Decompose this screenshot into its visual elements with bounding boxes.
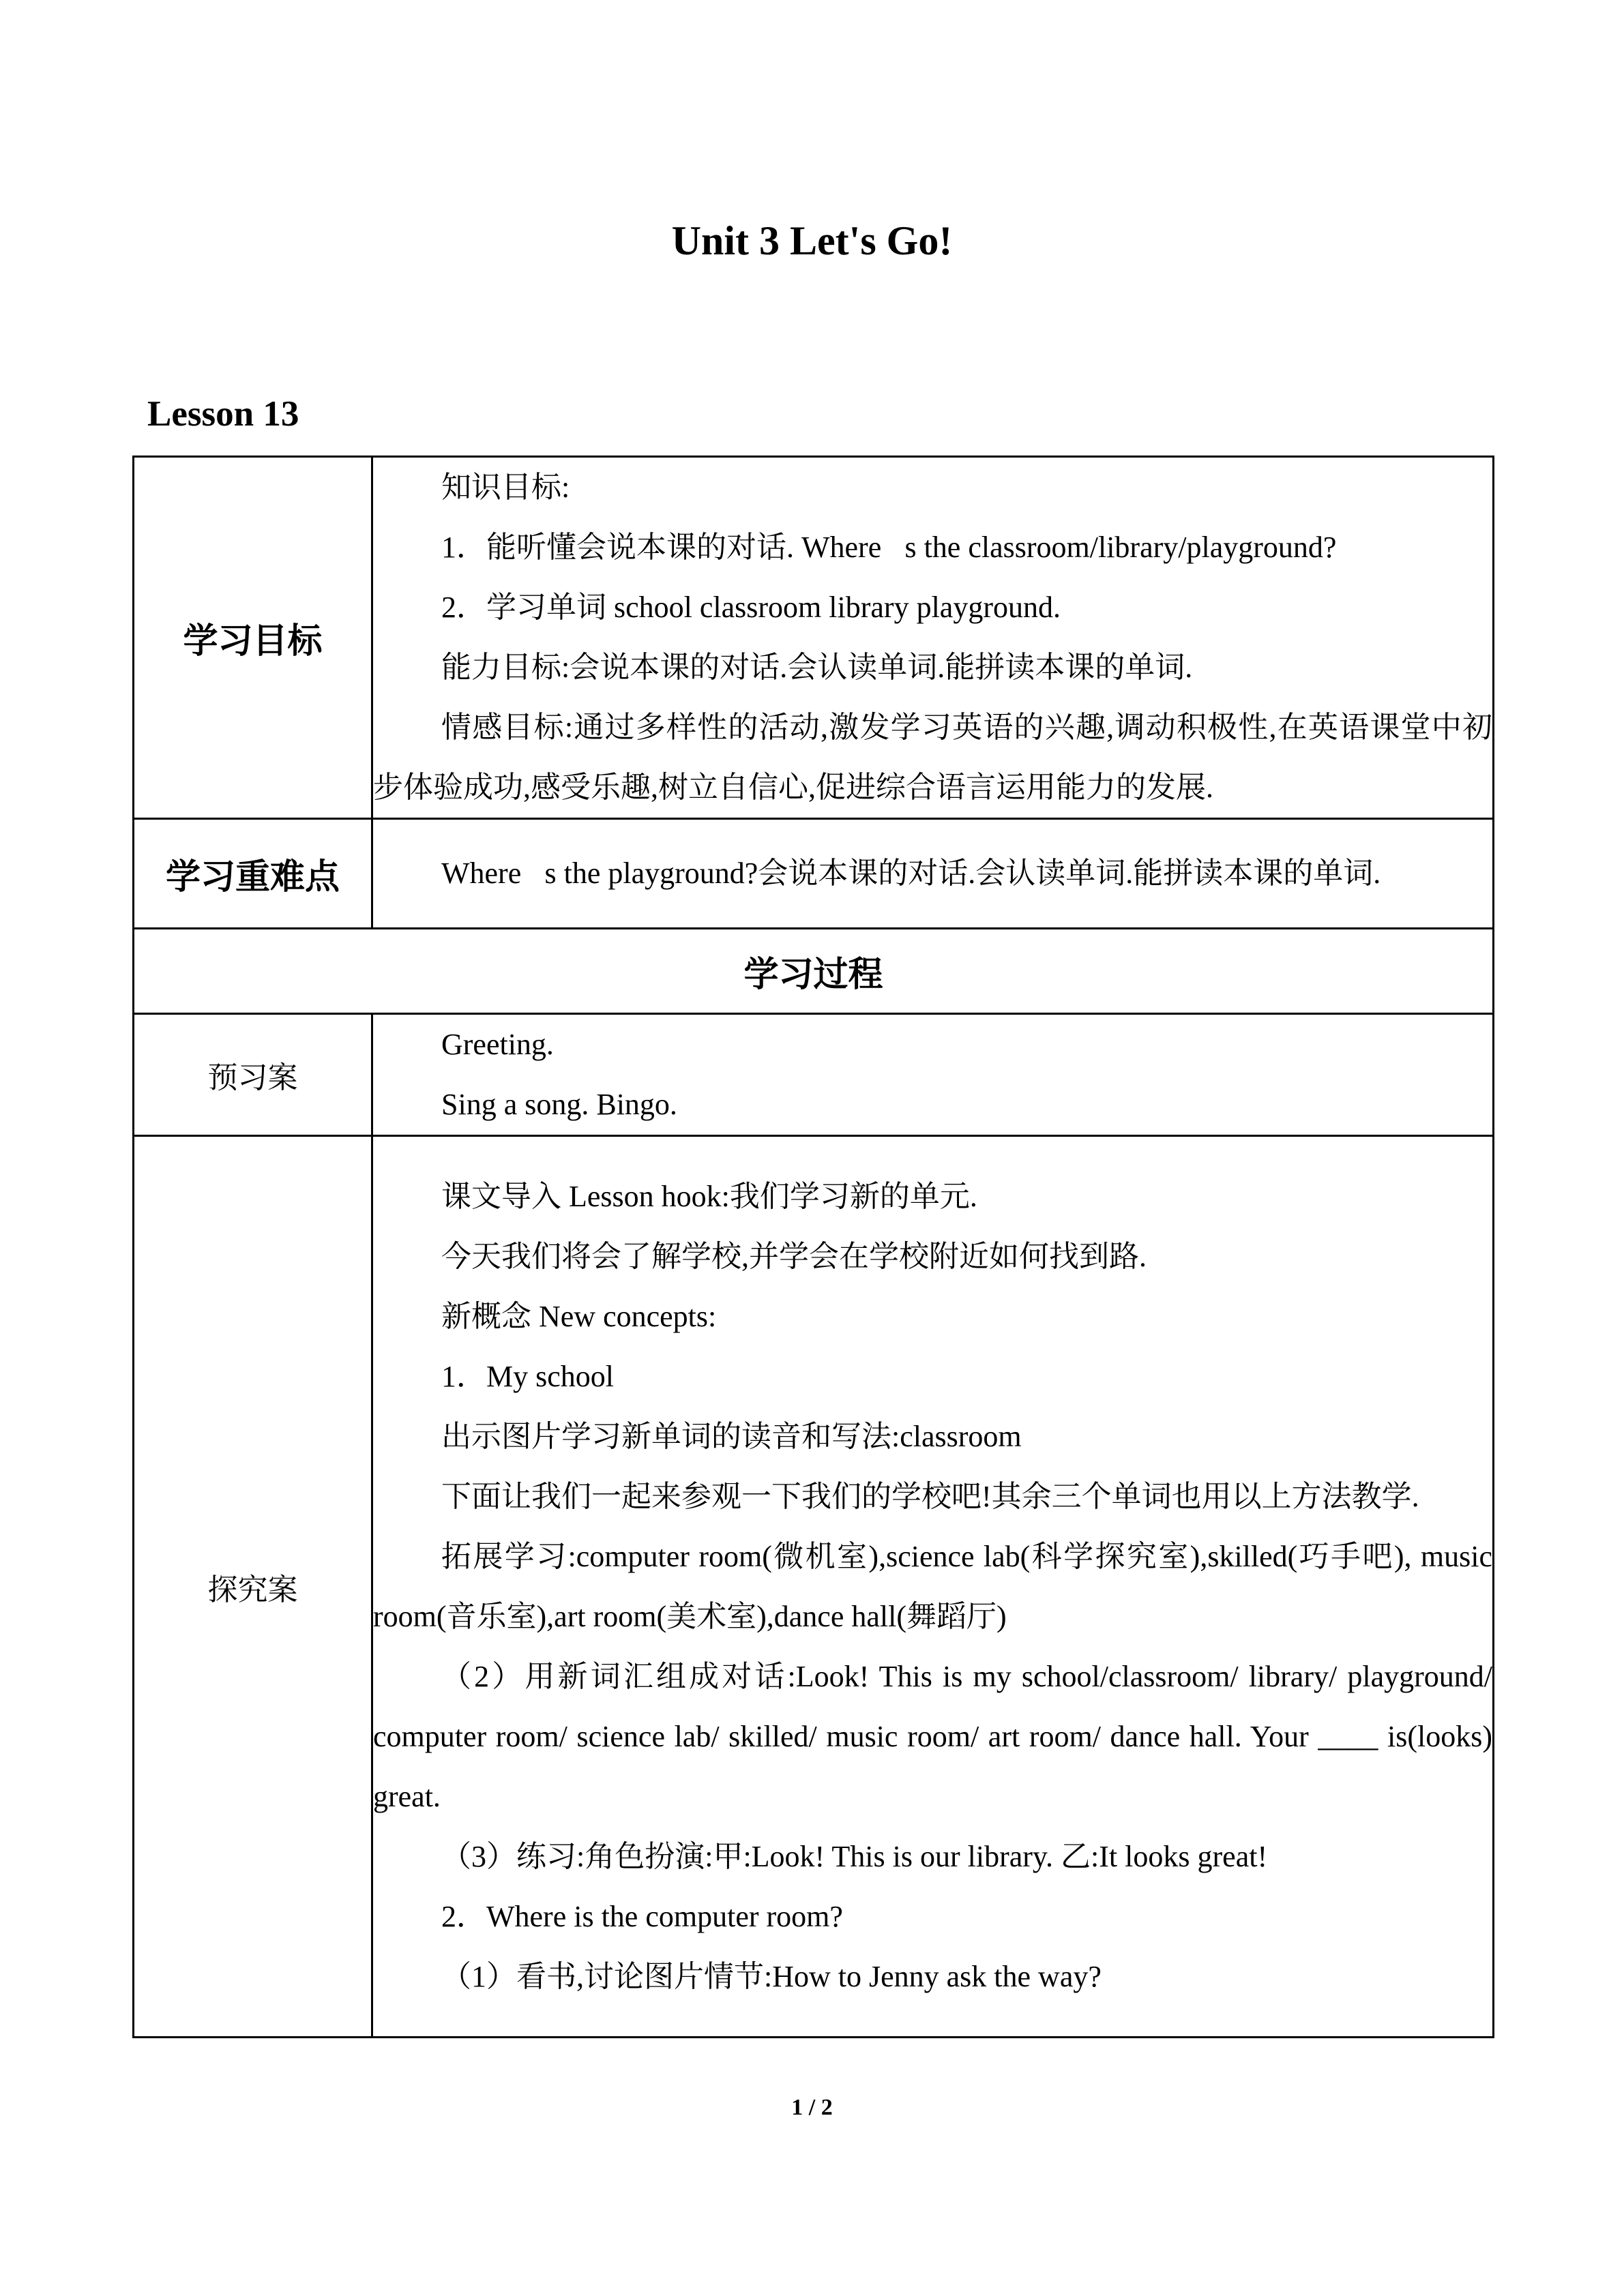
page-number: 1 / 2 <box>791 2095 833 2120</box>
explore-row <box>134 1136 1494 2038</box>
objectives-line: 情感目标:通过多样性的活动,激发学习英语的兴趣,调动积极性,在英语课堂中初步体验成功,感受乐趣,树立自信心,促进综合语言运用能力的发展. <box>373 711 1492 804</box>
explore-line: 下面让我们一起来参观一下我们的学校吧!其余三个单词也用以上方法教学. <box>441 1479 1419 1513</box>
explore-line: 今天我们将会了解学校,并学会在学校附近如何找到路. <box>441 1239 1147 1273</box>
page-title: Unit 3 Let's Go! <box>671 218 953 263</box>
explore-line: （2）用新词汇组成对话:Look! This is my school/classroom/ library/ playground/ computer room/ science lab/ skilled/ music room/ art room/ dance hall. Your ____ is(looks) great. <box>373 1659 1492 1813</box>
process-heading-row <box>134 929 1494 1014</box>
explore-line: 出示图片学习新单词的读音和写法:classroom <box>441 1419 1022 1453</box>
objectives-line: 2．学习单词 school classroom library playground. <box>441 591 1061 624</box>
key-points-row <box>134 819 1494 929</box>
explore-content <box>372 1136 1494 2038</box>
objectives-content <box>372 457 1494 819</box>
key-points-content <box>372 819 1494 929</box>
explore-line: 拓展学习:computer room(微机室),science lab(科学探究室),skilled(巧手吧), music room(音乐室),art room(美术室),dance hall(舞蹈厅) <box>373 1539 1492 1633</box>
preview-row <box>134 1014 1494 1136</box>
explore-line: （1）看书,讨论图片情节:How to Jenny ask the way? <box>441 1959 1102 1993</box>
preview-line: Sing a song. Bingo. <box>441 1088 677 1121</box>
explore-line: 2．Where is the computer room? <box>441 1899 843 1933</box>
explore-line: 1．My school <box>441 1359 614 1393</box>
explore-line: 新概念 New concepts: <box>441 1299 717 1333</box>
preview-content <box>372 1014 1494 1136</box>
lesson-plan-table <box>132 456 1494 2038</box>
explore-label: 探究案 <box>134 1136 372 2038</box>
process-heading: 学习过程 <box>134 929 1494 1014</box>
explore-line: 课文导入 Lesson hook:我们学习新的单元. <box>441 1179 977 1213</box>
lesson-heading: Lesson 13 <box>147 394 299 434</box>
key-points-label: 学习重难点 <box>134 819 372 929</box>
objectives-line: 知识目标: <box>441 471 570 504</box>
objectives-line: 1．能听懂会说本课的对话. Where⃝s the classroom/library/playground? <box>441 531 1337 564</box>
objectives-row <box>134 457 1494 819</box>
objectives-line: 能力目标:会说本课的对话.会认读单词.能拼读本课的单词. <box>441 651 1193 684</box>
explore-line: （3）练习:角色扮演:甲:Look! This is our library. 乙:It looks great! <box>441 1839 1268 1873</box>
objectives-label: 学习目标 <box>134 457 372 819</box>
preview-label: 预习案 <box>134 1014 372 1136</box>
key-points-text: Where⃝s the playground?会说本课的对话.会认读单词.能拼读本课的单词. <box>441 856 1381 890</box>
preview-line: Greeting. <box>441 1028 554 1061</box>
